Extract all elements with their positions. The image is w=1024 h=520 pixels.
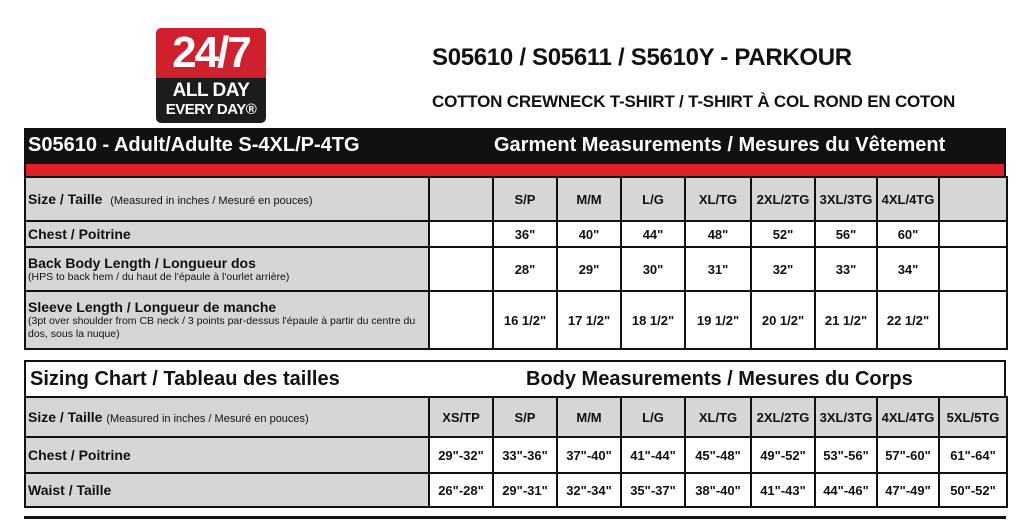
body-measurements-title: Body Measurements / Mesures du Corps xyxy=(526,368,913,390)
size-header: 3XL/3TG xyxy=(815,177,877,221)
value-cell: 30" xyxy=(621,247,685,291)
value-cell: 34" xyxy=(877,247,939,291)
size-header: 2XL/2TG xyxy=(751,177,815,221)
brand-logo xyxy=(156,28,266,123)
row-label: Chest / Poitrine xyxy=(25,437,429,473)
blank-cell xyxy=(939,247,1007,291)
value-cell: 21 1/2" xyxy=(815,291,877,349)
value-cell: 32"-34" xyxy=(557,473,621,507)
value-cell: 33" xyxy=(815,247,877,291)
size-label-cell: Size / Taille (Measured in inches / Mesuré en pouces) xyxy=(25,397,429,437)
value-cell: 56" xyxy=(815,221,877,247)
row-label-cell xyxy=(25,291,429,349)
product-subtitle: COTTON CREWNECK T-SHIRT / T-SHIRT À COL ROND EN COTON xyxy=(432,92,956,111)
value-cell: 48" xyxy=(685,221,751,247)
row-label-cell xyxy=(25,247,429,291)
blank-cell xyxy=(429,247,493,291)
value-cell: 37"-40" xyxy=(557,437,621,473)
value-cell: 17 1/2" xyxy=(557,291,621,349)
logo-line-2: EVERY DAY® xyxy=(165,101,257,118)
value-cell: 20 1/2" xyxy=(751,291,815,349)
value-cell: 19 1/2" xyxy=(685,291,751,349)
value-cell: 35"-37" xyxy=(621,473,685,507)
value-cell: 44" xyxy=(621,221,685,247)
row-label: Back Body Length / Longueur dos xyxy=(28,254,256,271)
value-cell: 45"-48" xyxy=(685,437,751,473)
value-cell: 29"-31" xyxy=(493,473,557,507)
garment-measurements-title: Garment Measurements / Mesures du Vêtement xyxy=(494,134,946,156)
size-header: M/M xyxy=(557,177,621,221)
table-row xyxy=(25,247,1007,291)
value-cell: 29"-32" xyxy=(429,437,493,473)
value-cell: 31" xyxy=(685,247,751,291)
row-label: Chest / Poitrine xyxy=(25,221,429,247)
value-cell: 28" xyxy=(493,247,557,291)
blank-cell xyxy=(939,221,1007,247)
size-header: XL/TG xyxy=(685,177,751,221)
size-header: M/M xyxy=(557,397,621,437)
garment-model-label: S05610 - Adult/Adulte S-4XL/P-4TG xyxy=(28,134,360,156)
value-cell: 32" xyxy=(751,247,815,291)
value-cell: 53"-56" xyxy=(815,437,877,473)
size-header: L/G xyxy=(621,397,685,437)
product-title: S05610 / S05611 / S5610Y - PARKOUR xyxy=(432,44,852,71)
size-header: 4XL/4TG xyxy=(877,177,939,221)
body-measurements-table xyxy=(24,396,1008,508)
size-label-cell: Size / Taille (Measured in inches / Mesuré en pouces) xyxy=(25,177,429,221)
red-divider xyxy=(24,164,1006,176)
value-cell: 49"-52" xyxy=(751,437,815,473)
size-header: XS/TP xyxy=(429,397,493,437)
row-note: (HPS to back hem / du haut de l'épaule à l'ourlet arrière) xyxy=(28,270,290,283)
value-cell: 40" xyxy=(557,221,621,247)
body-header-box xyxy=(24,360,1006,396)
body-size-row xyxy=(25,397,1007,437)
sizing-chart-title: Sizing Chart / Tableau des tailles xyxy=(30,368,340,390)
row-note: (3pt over shoulder from CB neck / 3 points par-dessus l'épaule à partir du centre du dos, sous la nuque) xyxy=(28,315,416,340)
value-cell: 22 1/2" xyxy=(877,291,939,349)
size-header: 5XL/5TG xyxy=(939,397,1007,437)
value-cell: 44"-46" xyxy=(815,473,877,507)
value-cell: 26"-28" xyxy=(429,473,493,507)
blank-cell xyxy=(429,221,493,247)
row-label: Sleeve Length / Longueur de manche xyxy=(28,299,277,315)
value-cell: 41"-43" xyxy=(751,473,815,507)
table-row xyxy=(25,221,1007,247)
value-cell: 60" xyxy=(877,221,939,247)
value-cell: 38"-40" xyxy=(685,473,751,507)
blank-cell xyxy=(429,177,493,221)
size-header: L/G xyxy=(621,177,685,221)
logo-line-1: ALL DAY xyxy=(172,80,250,101)
size-header: 2XL/2TG xyxy=(751,397,815,437)
value-cell: 41"-44" xyxy=(621,437,685,473)
size-header: 4XL/4TG xyxy=(877,397,939,437)
table-row xyxy=(25,437,1007,473)
bottom-divider xyxy=(24,516,1006,519)
table-row xyxy=(25,473,1007,507)
value-cell: 18 1/2" xyxy=(621,291,685,349)
value-cell: 47"-49" xyxy=(877,473,939,507)
blank-cell xyxy=(939,291,1007,349)
size-header: S/P xyxy=(493,397,557,437)
value-cell: 52" xyxy=(751,221,815,247)
blank-cell xyxy=(429,291,493,349)
size-header: 3XL/3TG xyxy=(815,397,877,437)
garment-measurements-table xyxy=(24,176,1008,350)
size-header: S/P xyxy=(493,177,557,221)
table-row xyxy=(25,291,1007,349)
size-header: XL/TG xyxy=(685,397,751,437)
value-cell: 33"-36" xyxy=(493,437,557,473)
value-cell: 29" xyxy=(557,247,621,291)
value-cell: 16 1/2" xyxy=(493,291,557,349)
row-label: Waist / Taille xyxy=(25,473,429,507)
garment-size-row xyxy=(25,177,1007,221)
logo-247: 24/7 xyxy=(156,28,266,78)
value-cell: 57"-60" xyxy=(877,437,939,473)
value-cell: 61"-64" xyxy=(939,437,1007,473)
value-cell: 50"-52" xyxy=(939,473,1007,507)
logo-tagline xyxy=(156,78,266,123)
value-cell: 36" xyxy=(493,221,557,247)
blank-cell xyxy=(939,177,1007,221)
garment-header-bar xyxy=(24,128,1006,164)
